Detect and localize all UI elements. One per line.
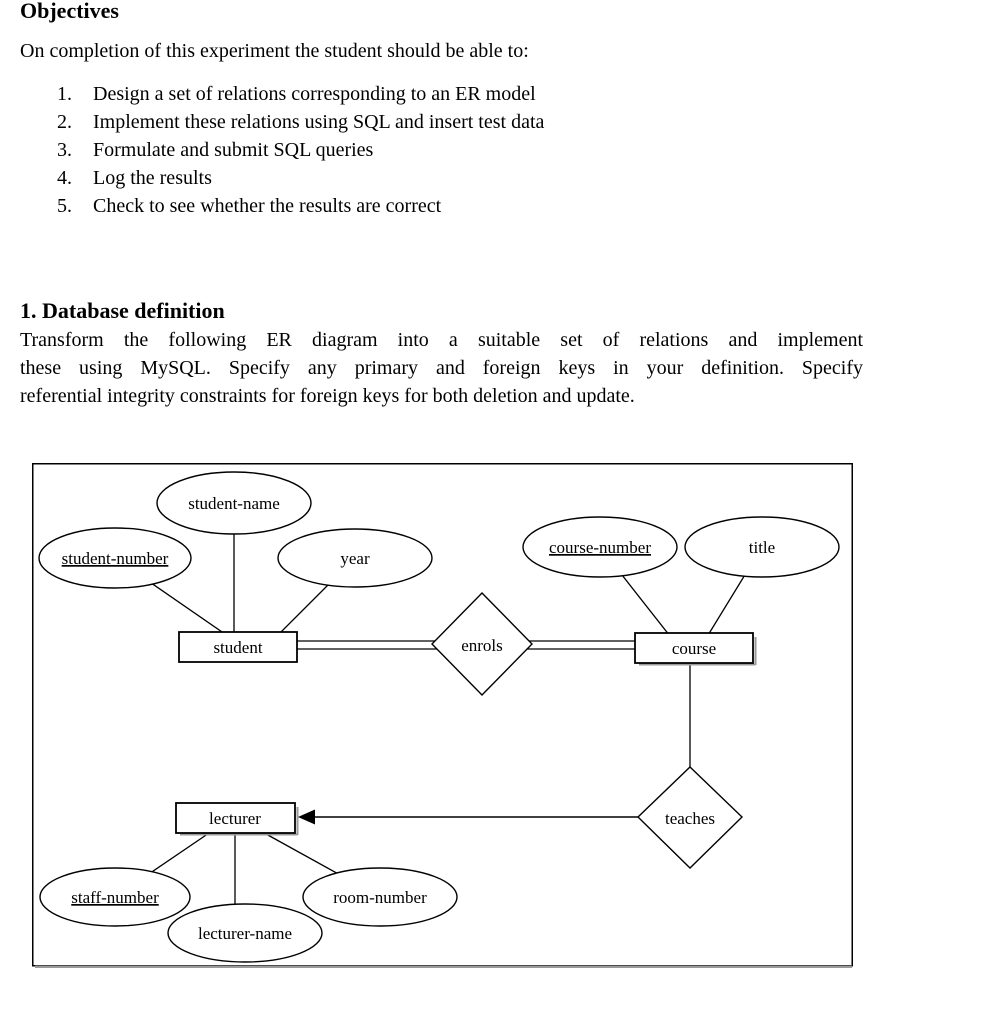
attribute-student-name [157,472,311,534]
list-item [57,108,544,136]
section-paragraph [20,326,863,410]
year-label: year [340,549,370,568]
attribute-staff-number [40,868,190,926]
list-item-text: Design a set of relations corresponding to an ER model [93,83,536,105]
list-item-number: 5. [57,195,72,217]
student-name-label: student-name [188,494,280,513]
list-item-text: Log the results [93,167,212,189]
entity-lecturer [176,803,295,833]
list-item [57,136,544,164]
list-item-number: 1. [57,83,72,105]
list-item-text: Formulate and submit SQL queries [93,139,374,161]
attribute-title [685,517,839,577]
list-item-number: 4. [57,167,72,189]
objectives-list [57,80,544,220]
course-label: course [671,639,717,658]
paragraph-line: Transform the following ER diagram into a suitable set of relations and implement [20,329,863,351]
er-diagram [32,463,853,968]
staff-number-label: staff-number [71,888,159,907]
paragraph-line: referential integrity constraints for foreign keys for both deletion and update. [20,385,635,407]
attribute-student-number [39,528,191,588]
lecturer-label: lecturer [209,809,261,828]
attribute-year [278,529,432,587]
entity-course [635,633,753,663]
list-item-text: Implement these relations using SQL and insert test data [93,111,545,133]
student-label: student [213,638,263,657]
enrols-label: enrols [461,636,503,655]
room-number-label: room-number [333,888,427,907]
list-item [57,192,544,220]
lecturer-name-label: lecturer-name [197,924,293,943]
list-item-number: 3. [57,139,72,161]
paragraph-line: these using MySQL. Specify any primary and foreign keys in your definition. Specify [20,357,863,379]
list-item [57,164,544,192]
page-title: Objectives [20,0,119,23]
list-item-text: Check to see whether the results are correct [93,195,442,217]
list-item [57,80,544,108]
section-heading: 1. Database definition [20,298,225,323]
list-item-number: 2. [57,111,72,133]
intro-text: On completion of this experiment the student should be able to: [20,40,529,62]
attribute-room-number [303,868,457,926]
attribute-lecturer-name [168,904,322,962]
course-number-label: course-number [549,538,651,557]
entity-student [179,632,297,662]
teaches-label: teaches [664,809,716,828]
attribute-course-number [523,517,677,577]
title-label: title [748,538,776,557]
student-number-label: student-number [61,549,169,568]
